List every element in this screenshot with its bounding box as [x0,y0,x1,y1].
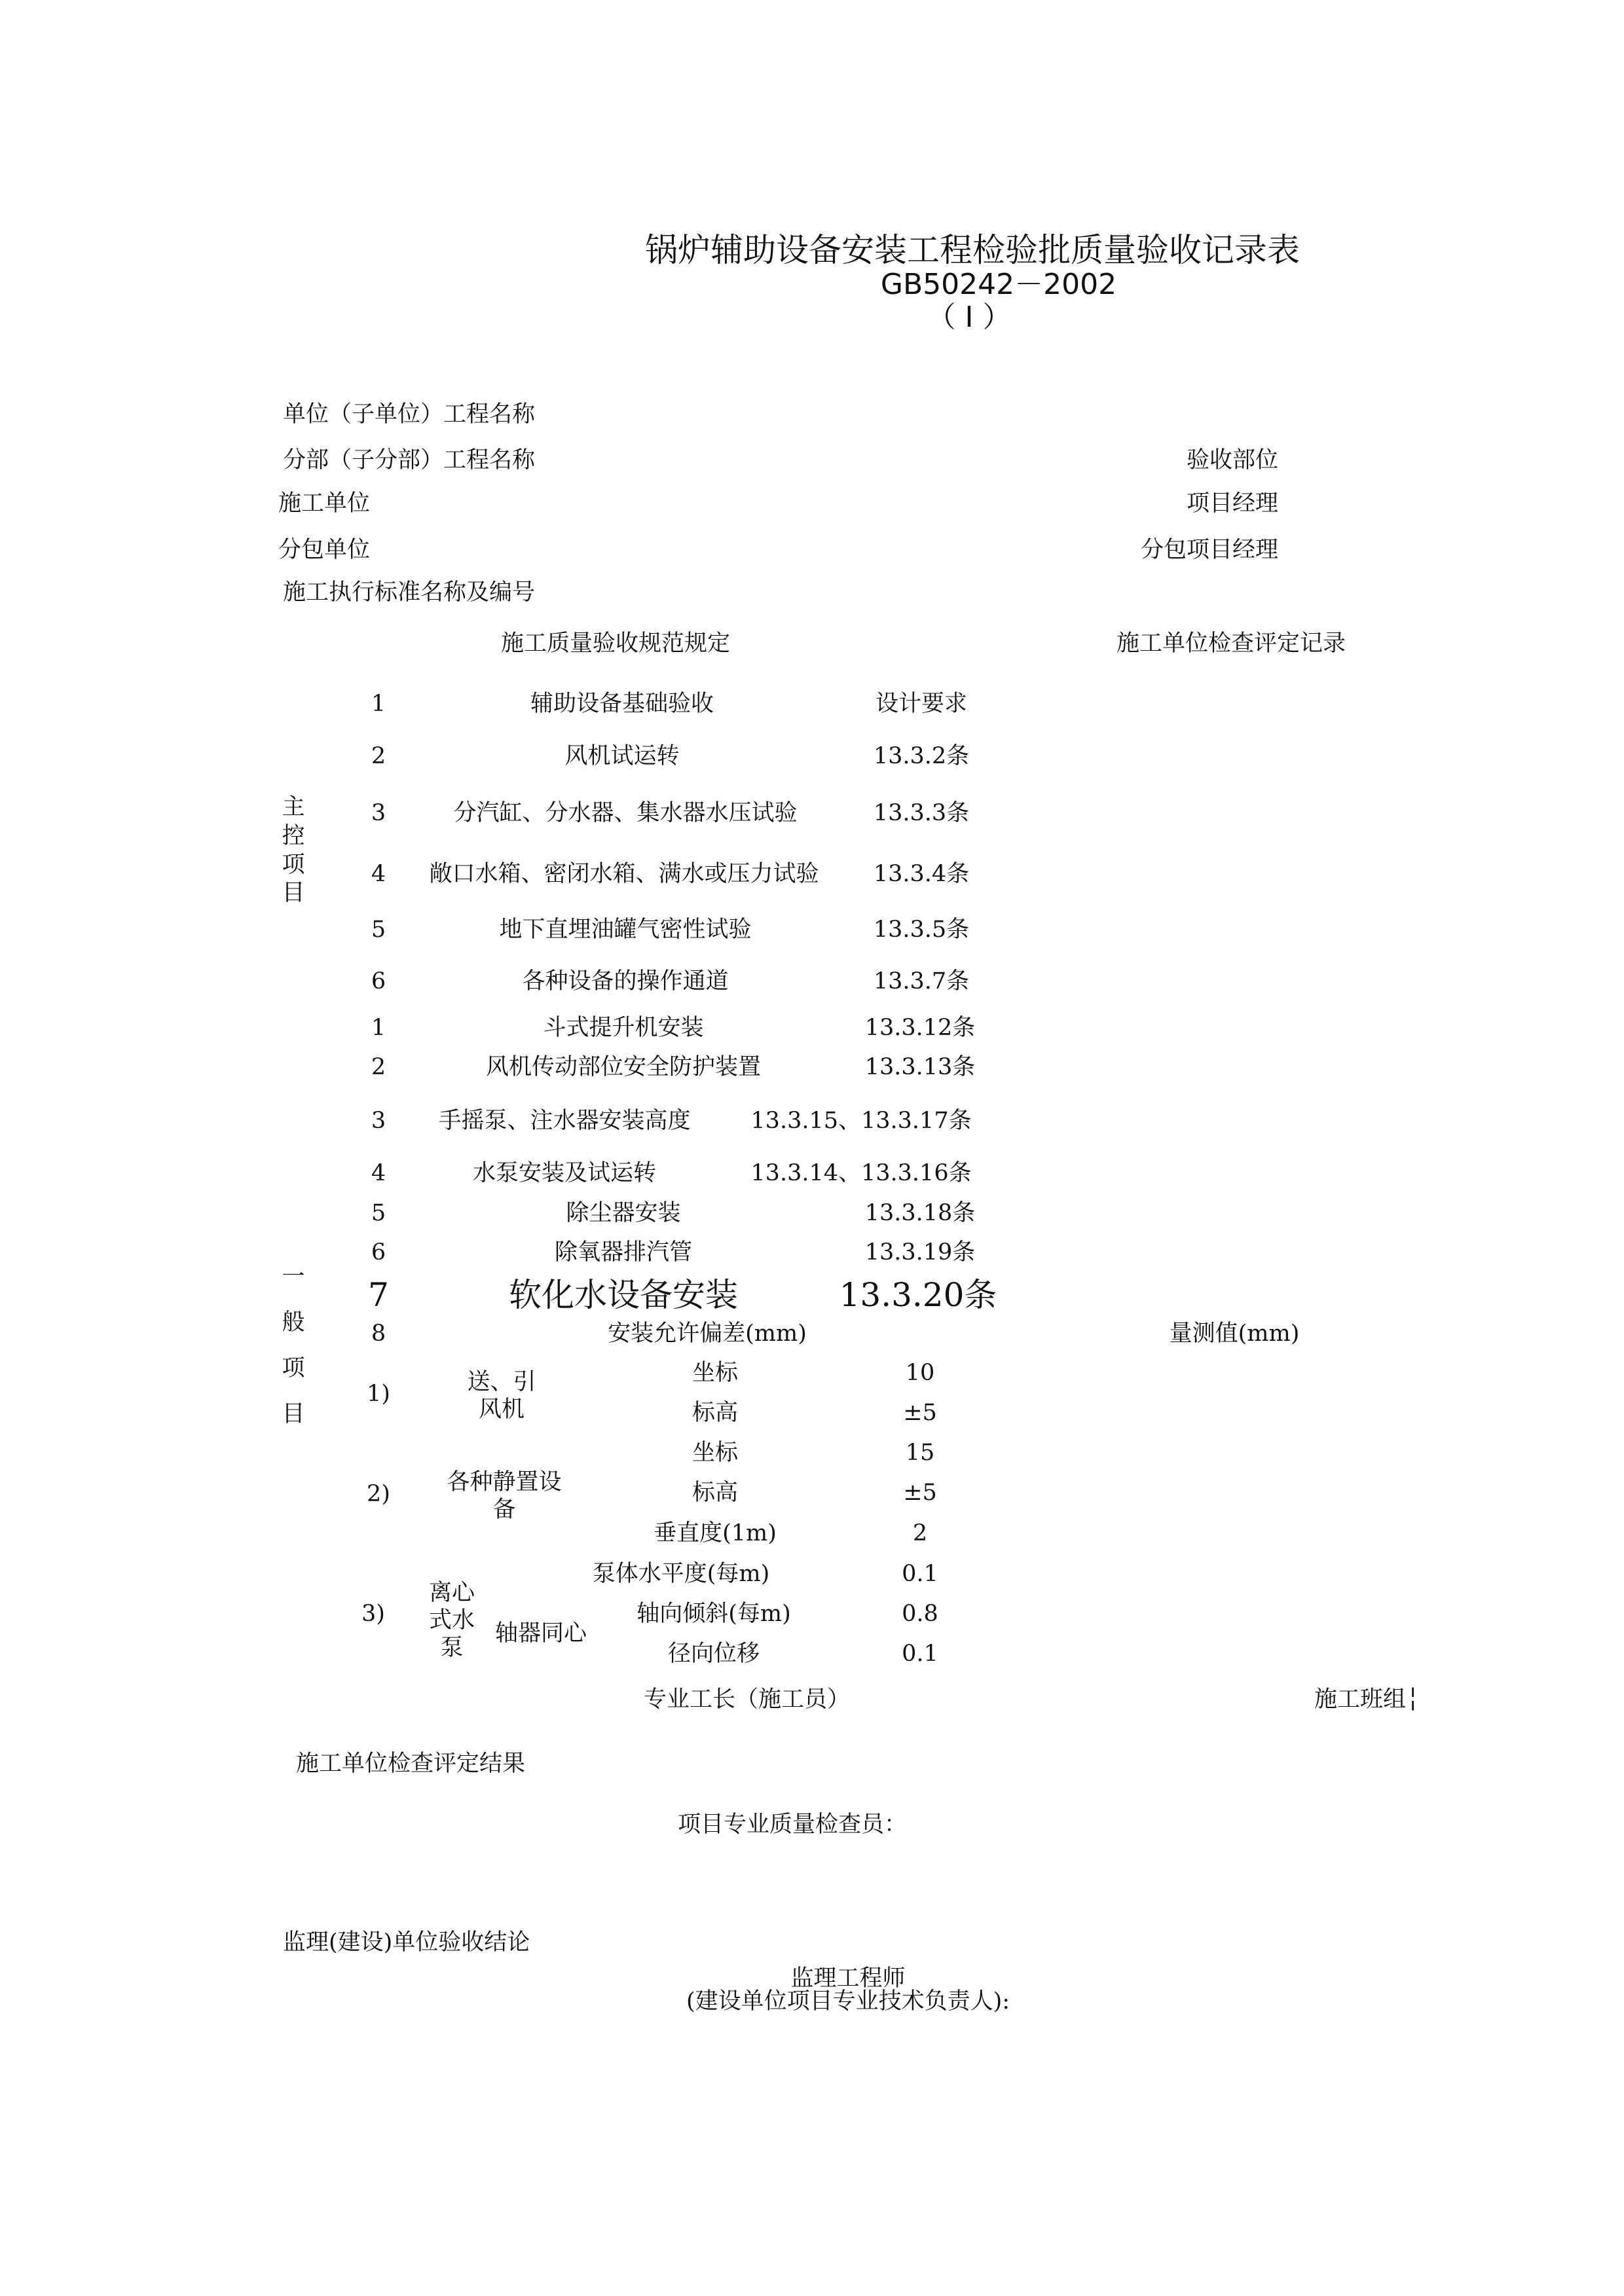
tolerance-group-no: 2) [367,1481,390,1507]
general-row-no: 7 [368,1276,389,1314]
main-row-no: 5 [371,917,386,943]
main-row-clause: 设计要求 [875,691,968,717]
tolerance-item: 标高 [692,1400,739,1426]
tolerance-value: 2 [912,1520,928,1546]
general-row-clause: 13.3.19条 [864,1239,976,1266]
main-row-clause: 13.3.4条 [873,861,970,887]
project-manager-label: 项目经理 [1187,490,1279,517]
main-row-clause: 13.3.3条 [873,800,970,826]
general-row-clause: 13.3.14、13.3.16条 [750,1160,972,1186]
subcontractor-label: 分包单位 [278,537,371,563]
main-row-item: 辅助设备基础验收 [530,691,714,717]
general-row-item: 软化水设备安装 [509,1276,738,1314]
main-row-no: 6 [371,968,386,994]
tolerance-value: 15 [905,1440,935,1466]
contractor-label: 施工单位 [278,490,371,517]
general-row-item: 除氧器排汽管 [554,1239,693,1266]
main-control-label: 主控项目 [282,794,305,907]
main-row-no: 1 [371,691,386,717]
main-row-item: 地下直埋油罐气密性试验 [499,917,752,943]
main-row-item: 风机试运转 [564,743,680,769]
tolerance-group-name: 离心式水泵 [428,1580,475,1661]
main-row-no: 4 [371,861,386,887]
general-row-item: 水泵安装及试运转 [472,1160,657,1186]
quality-inspector-label: 项目专业质量检查员： [678,1812,908,1838]
general-row-item: 斗式提升机安装 [543,1015,704,1041]
general-row-clause: 13.3.12条 [864,1015,976,1041]
foreman-label: 专业工长（施工员） [644,1686,851,1713]
tolerance-subgroup: 轴器同心 [495,1620,587,1647]
tolerance-item: 垂直度(1m) [654,1520,777,1546]
check-result-label: 施工单位检查评定结果 [296,1751,526,1777]
general-row-no: 1 [371,1015,386,1041]
general-row-no: 4 [371,1160,386,1186]
tolerance-group-name: 送、引风机 [467,1369,536,1423]
main-row-no: 3 [371,800,386,826]
tolerance-value: 10 [905,1360,935,1386]
standard-code: GB50242－2002 [880,268,1117,301]
unit-project-label: 单位（子单位）工程名称 [283,401,536,428]
tolerance-item: 坐标 [692,1440,739,1466]
general-row-no: 5 [371,1200,386,1226]
spec-header: 施工质量验收规范规定 [501,630,731,657]
sub-project-label: 分部（子分部）工程名称 [283,447,536,473]
tolerance-item: 径向位移 [667,1641,760,1667]
tolerance-group-no: 1) [367,1381,390,1407]
section-number: （ Ⅰ ） [927,301,1012,334]
main-row-clause: 13.3.2条 [873,743,970,769]
general-row-clause: 13.3.15、13.3.17条 [750,1108,972,1134]
general-row-no: 2 [371,1054,386,1080]
acceptance-part-label: 验收部位 [1187,447,1279,473]
tolerance-value: 0.8 [902,1601,938,1627]
main-row-clause: 13.3.7条 [873,968,970,994]
sub-project-manager-label: 分包项目经理 [1141,537,1279,563]
tolerance-item: 泵体水平度(每m) [592,1561,770,1587]
tolerance-item: 轴向倾斜(每m) [637,1601,791,1627]
main-row-item: 敞口水箱、密闭水箱、满水或压力试验 [429,861,819,887]
supervisor-label: 监理工程师 [790,1965,906,1992]
tolerance-value: ±5 [903,1480,937,1506]
general-row-clause: 13.3.13条 [864,1054,976,1080]
general-row-item: 手摇泵、注水器安装高度 [438,1108,691,1134]
measured-header: 量测值(mm) [1169,1321,1300,1347]
main-row-item: 各种设备的操作通道 [522,968,729,994]
exec-standard-label: 施工执行标准名称及编号 [283,579,536,606]
supervision-conclusion-label: 监理(建设)单位验收结论 [283,1929,530,1956]
tolerance-item: 标高 [692,1480,739,1506]
record-header: 施工单位检查评定记录 [1116,630,1346,657]
tolerance-item: 坐标 [692,1360,739,1386]
tolerance-row-no: 8 [371,1321,386,1347]
main-row-clause: 13.3.5条 [873,917,970,943]
general-row-item: 风机传动部位安全防护装置 [485,1054,762,1080]
owner-rep-label: (建设单位项目专业技术负责人): [686,1988,1010,2014]
tolerance-group-no: 3) [361,1601,385,1627]
tolerance-value: 0.1 [902,1641,938,1667]
general-label: 一般项目 [282,1264,305,1427]
team-leader-label: 施工班组╎ [1314,1686,1420,1713]
main-row-no: 2 [371,743,386,769]
document-title: 锅炉辅助设备安装工程检验批质量验收记录表 [645,231,1300,269]
tolerance-header: 安装允许偏差(mm) [608,1321,807,1347]
general-row-no: 3 [371,1108,386,1134]
general-row-item: 除尘器安装 [566,1200,681,1226]
general-row-clause: 13.3.18条 [864,1200,976,1226]
general-row-no: 6 [371,1239,386,1266]
tolerance-value: ±5 [903,1400,937,1426]
tolerance-group-name: 各种静置设备 [447,1469,562,1523]
main-row-item: 分汽缸、分水器、集水器水压试验 [453,800,798,826]
general-row-clause: 13.3.20条 [839,1276,997,1314]
tolerance-value: 0.1 [902,1561,938,1587]
